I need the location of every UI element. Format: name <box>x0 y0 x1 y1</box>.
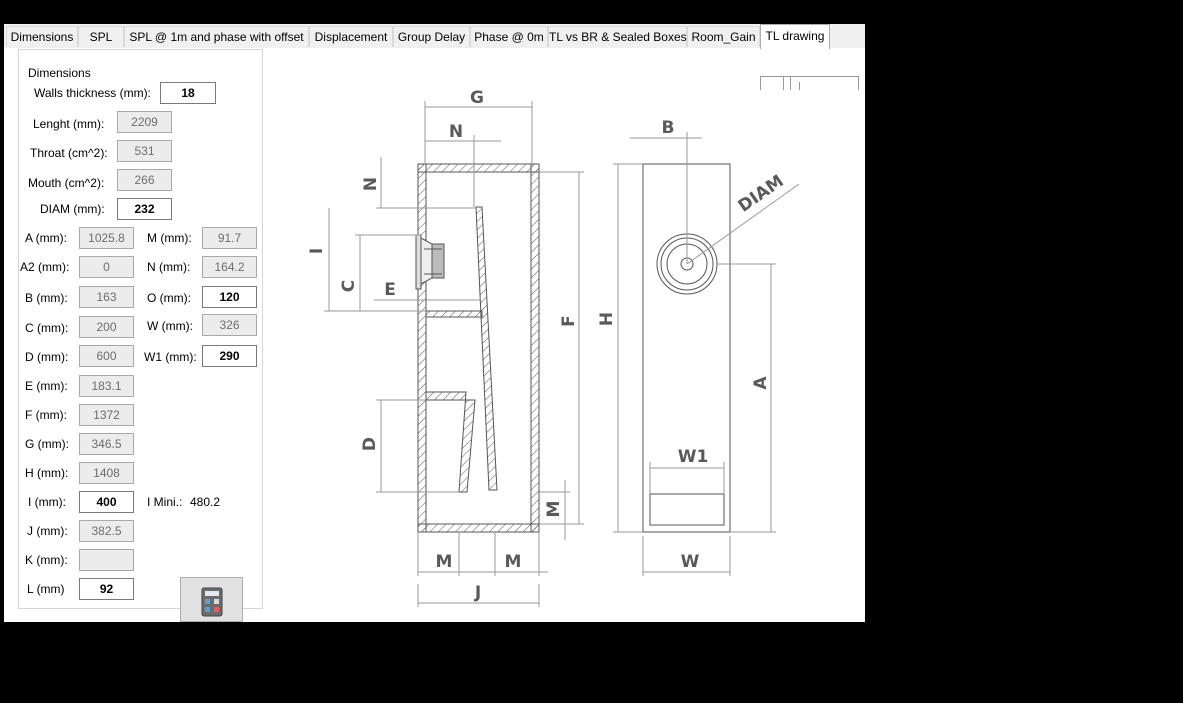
tab-displacement[interactable]: Displacement <box>309 26 393 47</box>
bottom-wall <box>418 524 539 532</box>
n-value: 164.2 <box>202 256 257 278</box>
l-input[interactable]: 92 <box>79 578 134 600</box>
a2-label: A2 (mm): <box>20 260 70 274</box>
k-label: K (mm): <box>25 553 68 567</box>
m-label: M (mm): <box>147 231 192 245</box>
tab-dimensions[interactable]: Dimensions <box>6 26 78 47</box>
c-value: 200 <box>79 316 134 338</box>
a-label: A (mm): <box>25 231 67 245</box>
walls-thickness-input[interactable]: 18 <box>160 82 216 104</box>
throat-label: Throat (cm^2): <box>30 146 108 160</box>
w-label: W (mm): <box>147 319 193 333</box>
j-value: 382.5 <box>79 520 134 542</box>
c-label: C (mm): <box>25 321 69 335</box>
w1-input[interactable]: 290 <box>202 345 257 367</box>
tab-room-gain[interactable]: Room_Gain <box>687 26 760 47</box>
i-mini-value: 480.2 <box>190 495 221 509</box>
label-m-right: M <box>504 552 522 572</box>
tab-group-delay[interactable]: Group Delay <box>393 26 470 47</box>
i-label: I (mm): <box>28 495 66 509</box>
w-value: 326 <box>202 314 257 336</box>
label-f: F <box>559 315 579 327</box>
b-label: B (mm): <box>25 291 68 305</box>
e-label: E (mm): <box>25 379 68 393</box>
length-value: 2209 <box>117 111 172 133</box>
label-h: H <box>597 311 617 327</box>
label-c: C <box>339 279 359 293</box>
rear-wall <box>531 164 539 532</box>
label-i: I <box>307 247 327 255</box>
calculator-icon <box>181 578 244 622</box>
m-value: 91.7 <box>202 227 257 249</box>
n-label: N (mm): <box>147 260 191 274</box>
inner-chamber <box>426 392 475 492</box>
label-g: G <box>470 88 484 108</box>
dimension-labels <box>307 88 788 603</box>
label-a: A <box>751 376 771 390</box>
driver-side-icon <box>416 235 444 289</box>
tab-spl-1m-phase[interactable]: SPL @ 1m and phase with offset <box>124 26 309 47</box>
label-n-side: N <box>361 176 381 192</box>
tapered-baffle <box>476 207 497 490</box>
shelf <box>426 311 482 317</box>
f-label: F (mm): <box>25 408 67 422</box>
label-w: W <box>680 552 700 572</box>
group-title: Dimensions <box>25 66 94 80</box>
tab-tl-vs-br[interactable]: TL vs BR & Sealed Boxes <box>548 26 687 47</box>
tab-phase-0m[interactable]: Phase @ 0m <box>470 26 548 47</box>
length-label: Lenght (mm): <box>33 117 105 131</box>
a-value: 1025.8 <box>79 227 134 249</box>
label-b: B <box>661 118 675 138</box>
diam-label: DIAM (mm): <box>40 202 105 216</box>
j-label: J (mm): <box>27 524 68 538</box>
g-value: 346.5 <box>79 433 134 455</box>
mouth-label: Mouth (cm^2): <box>28 176 105 190</box>
port-opening <box>650 494 724 525</box>
l-label: L (mm) <box>27 582 65 596</box>
h-value: 1408 <box>79 462 134 484</box>
f-value: 1372 <box>79 404 134 426</box>
throat-value: 531 <box>117 140 172 162</box>
label-m-left: M <box>435 552 453 572</box>
label-m-side: M <box>544 500 564 518</box>
mouth-value: 266 <box>117 169 172 191</box>
g-label: G (mm): <box>25 437 69 451</box>
label-n-top: N <box>448 122 464 142</box>
w1-label: W1 (mm): <box>144 350 197 364</box>
e-value: 183.1 <box>79 375 134 397</box>
walls-thickness-label: Walls thickness (mm): <box>34 86 151 100</box>
label-diam: DIAM <box>734 171 788 217</box>
label-w1: W1 <box>677 447 709 467</box>
label-e: E <box>384 280 396 300</box>
o-input[interactable]: 120 <box>202 286 257 308</box>
o-label: O (mm): <box>147 291 191 305</box>
d-label: D (mm): <box>25 350 69 364</box>
tab-spl[interactable]: SPL <box>78 26 124 47</box>
b-value: 163 <box>79 286 134 308</box>
tab-tl-drawing[interactable]: TL drawing <box>760 24 830 49</box>
h-label: H (mm): <box>25 466 69 480</box>
i-mini-label: I Mini.: <box>147 495 183 509</box>
i-input[interactable]: 400 <box>79 491 134 513</box>
k-value <box>79 549 134 571</box>
calculate-button[interactable] <box>180 577 243 622</box>
top-wall <box>418 164 539 172</box>
side-view <box>416 164 539 532</box>
a2-value: 0 <box>79 256 134 278</box>
front-wall <box>418 164 426 532</box>
app-window <box>4 24 865 622</box>
diam-input[interactable]: 232 <box>117 198 172 220</box>
label-d: D <box>360 436 380 452</box>
label-j: J <box>474 583 482 603</box>
d-value: 600 <box>79 345 134 367</box>
